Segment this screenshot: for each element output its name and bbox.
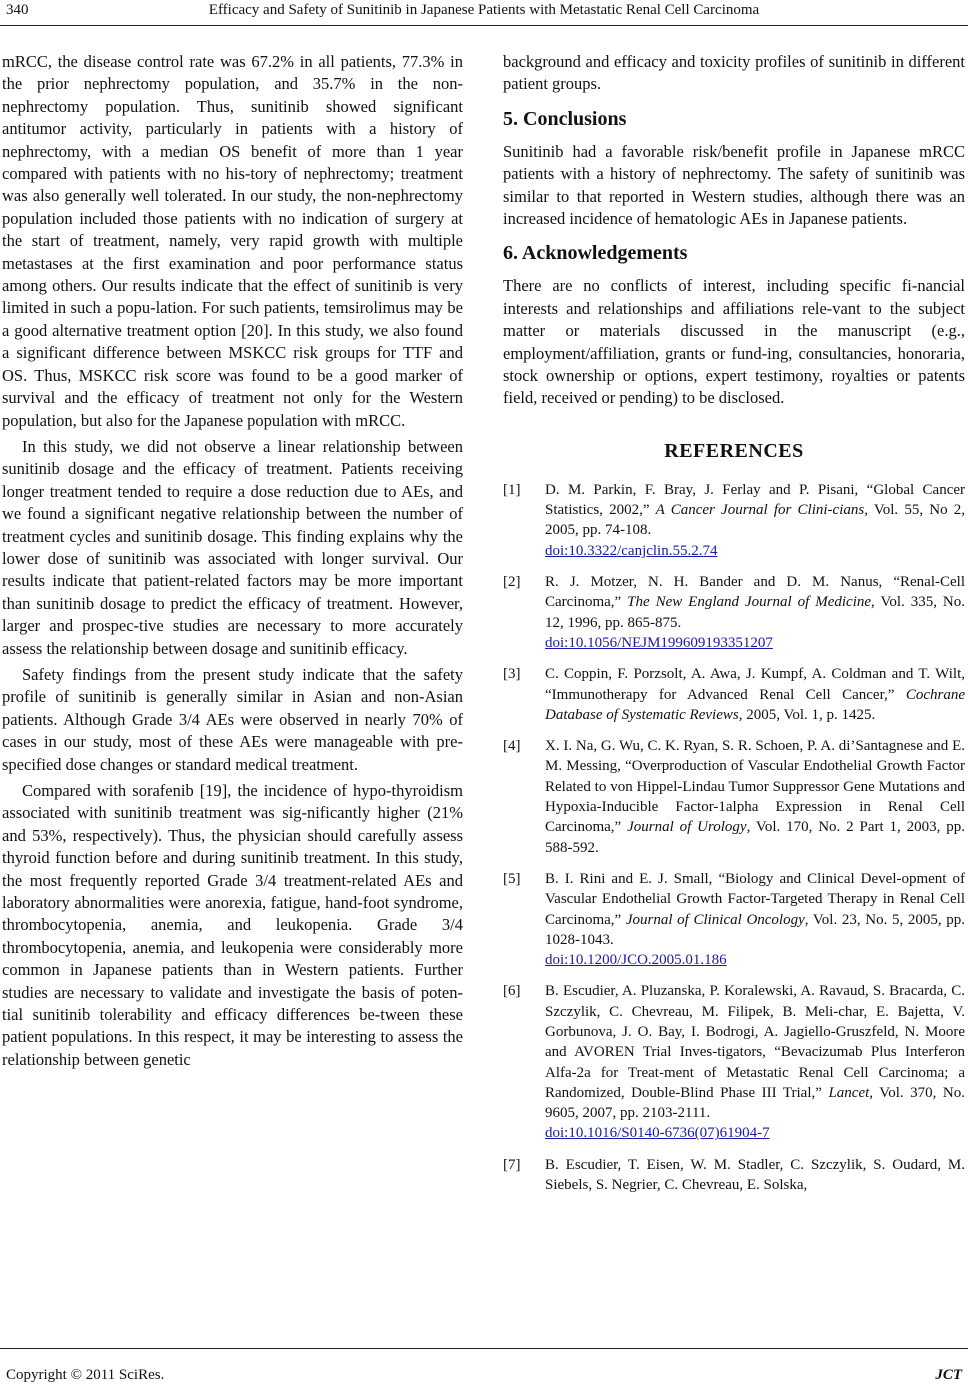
doi-link[interactable]: doi:10.1200/JCO.2005.01.186	[545, 952, 727, 969]
reference-text: B. Escudier, T. Eisen, W. M. Stadler, C. Szczylik, S. Oudard, M. Siebels, S. Negrier, C. Chevreau, E. Solska,	[545, 1156, 965, 1194]
reference-item	[503, 1155, 965, 1196]
footer-rule	[0, 1348, 968, 1349]
page-footer	[0, 1348, 968, 1386]
body-paragraph: background and efficacy and toxicity profiles of sunitinib in different patient groups.	[503, 52, 965, 94]
reference-number: [1]	[503, 481, 521, 498]
reference-details: , Vol. 170, No. 2 Part 1, 2003, pp. 588-592.	[545, 819, 965, 856]
reference-journal: A Cancer Journal for Clini-cians	[655, 502, 865, 519]
body-paragraph: Compared with sorafenib [19], the incidence of hypo-thyroidism associated with sunitinib treatment was sig-nificantly higher (21% and 53%, respectively). Thus, the physician should carefully assess thyroid function before and during sunitinib treatment. In this study, the most frequently reported Grade 3/4 treatment-related AEs and laboratory abnormalities were anorexia, fatigue, hand-foot syndrome, thrombocytopenia, anemia, and leukopenia. Grade 3/4 thrombocytopenia, anemia, and leukopenia were considerably more common in Japanese patients than in Western patients. Further studies are necessary to validate and investigate the basis of poten-tial sunitinib tolerability and efficacy differences be-tween these patient populations. In this respect, it may be interesting to assess the relationship between genetic	[2, 781, 463, 1069]
reference-journal: Journal of Clinical Oncology	[625, 911, 805, 928]
reference-text: C. Coppin, F. Porzsolt, A. Awa, J. Kumpf, A. Coldman and T. Wilt, “Immunotherapy for Advanced Renal Cell Cancer,”	[545, 666, 965, 703]
reference-text: R. J. Motzer, N. H. Bander and D. M. Nanus, “Renal-Cell Carcinoma,”	[545, 574, 965, 611]
reference-item	[503, 981, 965, 1143]
reference-details: , Vol. 23, No. 5, 2005, pp. 1028-1043.	[545, 911, 965, 948]
reference-item	[503, 572, 965, 653]
body-paragraph: mRCC, the disease control rate was 67.2% in all patients, 77.3% in the prior nephrectomy population, and 35.7% in the non-nephrectomy population. Thus, sunitinib showed significant antitumor activity, particularly in patients with a history of nephrectomy, with a median OS benefit of more than 1 year compared with patients with no his-tory of nephrectomy; treatment was also generally well tolerated. In our study, the non-nephrectomy population included those patients with no indication of surgery at the start of treatment, namely, very rapid growth with multiple metastases at the first examination and poor performance status among others. Our results indicate that the effect of sunitinib is very limited in such a popu-lation. For such patients, temsirolimus may be a good alternative treatment option [20]. In this study, we also found a significant difference between MSKCC risk groups for TTF and OS. Thus, MSKCC risk score was found to be a good marker of survival and the efficacy of treatment not only for the Western population, but also for the Japanese population with mRCC.	[2, 52, 463, 430]
conclusions-heading: 5. Conclusions	[503, 107, 627, 130]
reference-journal: Lancet	[828, 1084, 870, 1101]
reference-text: X. I. Na, G. Wu, C. K. Ryan, S. R. Schoen, P. A. di’Santagnese and E. M. Messing, “Overproduction of Vascular Endothelial Growth Factor Related to von Hippel-Lindau Tumor Suppressor Gene Mutations and Hypoxia-Inducible Factor-1alpha Expression in Renal Cell Carcinoma,”	[545, 738, 965, 836]
reference-text: D. M. Parkin, F. Bray, J. Ferlay and P. Pisani, “Global Cancer Statistics, 2002,”	[545, 481, 965, 519]
running-title: Efficacy and Safety of Sunitinib in Japanese Patients with Metastatic Renal Cell Carcinoma	[208, 2, 760, 18]
reference-text: B. Escudier, A. Pluzanska, P. Koralewski, A. Ravaud, S. Bracarda, C. Szczylik, C. Chevreau, M. Filipek, B. Meli-char, E. Bajetta, V. Gorbunova, J. O. Bay, I. Bodrogi, A. Jagiello-Gruszfeld, N. Moore and AVOREN Trial Inves-tigators, “Bevacizumab Plus Interferon Alfa-2a for Treat-ment of Metastatic Renal Cell Carcinoma; a Randomized, Double-Blind Phase III Trial,”	[545, 983, 965, 1101]
reference-item	[503, 736, 965, 858]
reference-journal: The New England Journal of Medicine	[627, 594, 872, 611]
reference-text: B. I. Rini and E. J. Small, “Biology and Clinical Devel-opment of Vascular Endothelial Growth Factor-Targeted Therapy in Renal Cell Carcinoma,”	[545, 870, 965, 928]
body-paragraph: In this study, we did not observe a linear relationship between sunitinib dosage and the efficacy of treatment. Patients receiving longer treatment tended to require a dose reduction due to AEs, and we found a significant negative relationship between the number of treatment cycles and sunitinib dosage. This finding explains why the lower dose of sunitinib was associated with longer survival. Our results indicate that patient-related factors may be more important than sunitinib dosage to predict the efficacy of treatment. However, larger and prospec-tive studies are necessary to more accurately assess the relationship between dosage and sunitinib efficacy.	[2, 436, 463, 658]
copyright-notice: Copyright © 2011 SciRes.	[6, 1367, 165, 1383]
reference-item	[503, 664, 965, 725]
right-column	[503, 51, 965, 1206]
page-number: 340	[6, 2, 29, 18]
reference-journal: Cochrane Database of Systematic Reviews	[545, 686, 965, 723]
reference-details: , Vol. 55, No 2, 2005, pp. 74-108.	[545, 502, 965, 539]
conclusions-text: Sunitinib had a favorable risk/benefit profile in Japanese mRCC patients with a history of nephrectomy. The safety of sunitinib was similar to that reported in Western studies, although there was an increased incidence of hematologic AEs in Japanese patients.	[503, 141, 965, 229]
header-rule	[0, 25, 968, 26]
journal-abbreviation: JCT	[935, 1367, 962, 1383]
reference-number: [5]	[503, 870, 521, 887]
body-paragraph: Safety findings from the present study indicate that the safety profile of sunitinib is generally similar in Asian and non-Asian patients. Although Grade 3/4 AEs were observed in nearly 70% of cases in our study, most of these AEs were manageable with pre-specified dose changes or standard medical treatment.	[2, 664, 463, 774]
reference-number: [2]	[503, 574, 521, 591]
reference-item	[503, 480, 965, 561]
page-header	[0, 0, 968, 30]
acknowledgements-text: There are no conflicts of interest, including specific fi-nancial interests and relationships and affiliations rele-vant to the subject matter or materials discussed in the manuscript (e.g., employment/affiliation, grants or fund-ing, consultancies, honoraria, stock ownership or options, expert testimony, royalties or patents field, received or pending) to be disclosed.	[503, 276, 965, 408]
reference-details: , Vol. 335, No. 12, 1996, pp. 865-875.	[545, 594, 965, 631]
reference-details: , Vol. 370, No. 9605, 2007, pp. 2103-2111.	[545, 1084, 965, 1122]
acknowledgements-heading: 6. Acknowledgements	[503, 242, 688, 265]
references-heading: REFERENCES	[664, 439, 804, 462]
reference-number: [3]	[503, 666, 521, 683]
doi-link[interactable]: doi:10.3322/canjclin.55.2.74	[545, 542, 718, 559]
left-column	[2, 51, 463, 1075]
reference-journal: Journal of Urology	[627, 819, 747, 836]
doi-link[interactable]: doi:10.1016/S0140-6736(07)61904-7	[545, 1125, 770, 1142]
reference-number: [6]	[503, 983, 521, 1000]
doi-link[interactable]: doi:10.1056/NEJM199609193351207	[545, 634, 773, 651]
reference-number: [7]	[503, 1156, 521, 1173]
reference-number: [4]	[503, 738, 521, 755]
reference-details: , 2005, Vol. 1, p. 1425.	[738, 706, 876, 723]
reference-item	[503, 869, 965, 970]
